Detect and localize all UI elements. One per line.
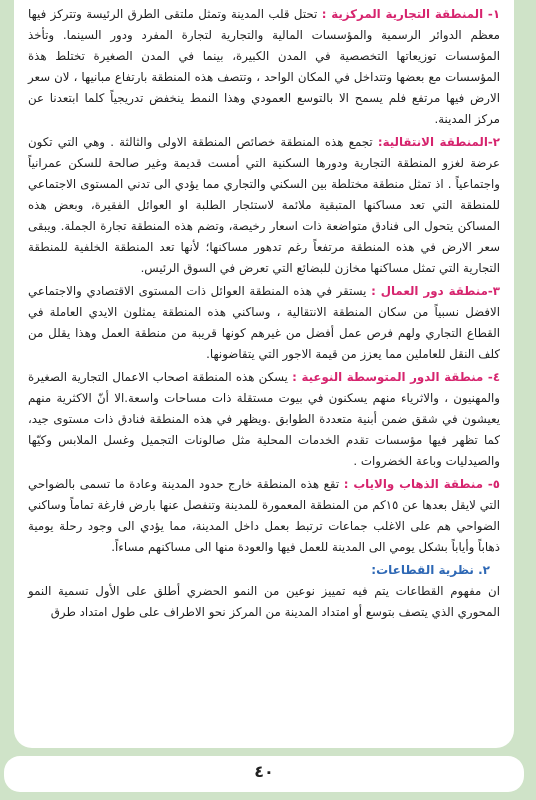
page-footer — [4, 756, 524, 792]
heading-transitional-zone: ٢-المنطقة الانتقالية: — [377, 135, 500, 149]
text-central-business-district: تحتل قلب المدينة وتمثل ملتقى الطرق الرئيسة وتتركز فيها معظم الدوائر الرسمية والمؤسسات المالية والتجارية لتجارة المفرد ودور السينما. وتأخذ المؤسسات توزيعاتها التخصصية في المدن الكبيرة، بينما في المدن الصغيرة تختلط هذة المؤسسات مع بعضها وتتداخل في المكان الواحد ، وتتصف هذه المنطقة بارتفاع مبانيها ، لان سعر الارض فيها مرتفع فلم يسمح الا بالتوسع العمودي وهذا النمط ينخفض تدريجياً كلما ابتعدنا عن مركز المدينة. — [28, 7, 500, 126]
text-transitional-zone: تجمع هذه المنطقة خصائص المنطقة الاولى والثالثة . وهي التي تكون عرضة لغزو المنطقة التجارية ودورها السكنية التي أمست قديمة وغير صالحة للسكن عمرانياً واجتماعياً . اذ تمثل منطقة مختلطة بين السكني والتجاري مما يؤدي الى تدني المستوى الاجتماعي للمنطقة التي تعد مساكنها المتبقية ملائمة لاستئجار الطلبة او العوائل الفقيرة، وبعض هذه المساكن يتحول الى فنادق متواضعة ذات اسعار رخيصة، وتضم هذه المنطقة تجارة الجملة. ويبقى سعر الارض في هذه المنطقة مرتفعاً رغم تدهور مساكنها؛ لأنها تعد المنطقة الخلفية للمنطقة التجارية التي تمثل مساكنها مخازن للبضائع التي تعرض في السوق الرئيس. — [28, 135, 500, 275]
text-middle-class-housing-zone: يسكن هذه المنطقة اصحاب الاعمال التجارية الصغيرة والمهنيون ، والاثرياء منهم يسكنون في بيوت مستقلة ذات مساحات واسعة.الا أنّ الاكثرية منهم يعيشون في شقق ضمن أبنية متعددة الطوابق .ويظهر في هذه المنطقة فنادق ذات مستوى جيد، كما تظهر فيها مؤسسات تقدم الخدمات المحلية مثل صالونات التجميل وغسل الملابس وكيّها والصيدليات وباعة الخضروات . — [28, 370, 500, 468]
paragraph-commuter-zone — [28, 474, 500, 558]
text-workers-housing-zone: يستقر في هذه المنطقة العوائل ذات المستوى الاقتصادي والاجتماعي الافضل نسبياً من سكان المنطقة الانتقالية ، وساكني هذه المنطقة يمثلون الايدي العاملة في القطاع التجاري ولهم فرص عمل أفضل من غيرهم كونها قريبة من منطقة العمل وهذا يقلل من كلف النقل للعاملين مما يعزز من قيمة الاجور التي يتقاضونها. — [28, 284, 500, 361]
document-page — [14, 0, 514, 748]
paragraph-sector-theory: ان مفهوم القطاعات يتم فيه تمييز نوعين من النمو الحضري أطلق على الأول تسمية النمو المحوري الذي يتصف بتوسع أو امتداد المدينة من المركز نحو الاطراف على طول امتداد طرق — [28, 584, 500, 619]
heading-workers-housing-zone: ٣-منطقة دور العمال : — [371, 284, 500, 298]
heading-central-business-district: ١- المنطقة التجارية المركزية : — [321, 7, 501, 21]
paragraph-middle-class-housing-zone — [28, 367, 500, 472]
heading-commuter-zone: ٥- منطقة الذهاب والاياب : — [343, 477, 500, 491]
text-commuter-zone: تقع هذه المنطقة خارج حدود المدينة وعادة ما تسمى بالضواحي التي لايقل بعدها عن ١٥كم من المنطقة المعمورة للمدينة وتنفصل عنها بارض فارغة تماماً وساكني الضواحي هم على الاغلب جماعات ترتبط بعمل داخل المدينة، مما يؤدي الى وجود رحلة يومية ذهاباً وأياباً بشكل يومي الى المدينة للعمل فيها والعودة منها الى مساكنهم مساءاً. — [28, 477, 500, 554]
paragraph-workers-housing-zone — [28, 281, 500, 365]
page-number: ٤٠ — [254, 762, 274, 781]
paragraph-central-business-district — [28, 4, 500, 130]
paragraph-transitional-zone — [28, 132, 500, 279]
subheading-sector-theory: ٢. نظرية القطاعات: — [371, 563, 490, 577]
heading-middle-class-housing-zone: ٤- منطقة الدور المتوسطة النوعية : — [292, 370, 501, 384]
